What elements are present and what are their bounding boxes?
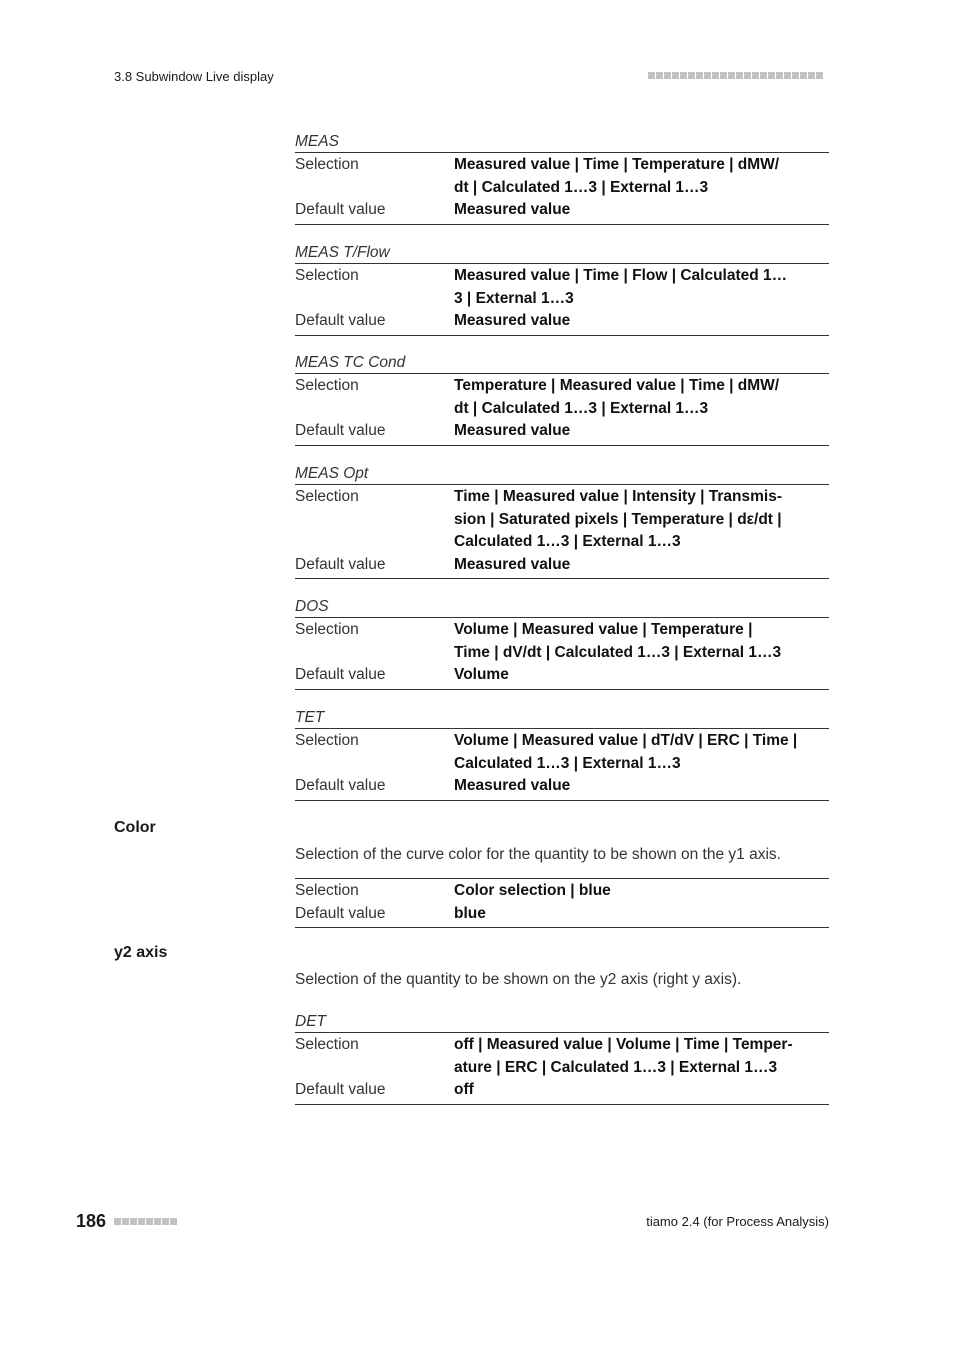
table-dos xyxy=(295,596,829,690)
default-value: Measured value xyxy=(454,777,571,794)
table-meas xyxy=(295,131,829,225)
table-meas-t-flow xyxy=(295,242,829,336)
default-value: Measured value xyxy=(454,555,571,573)
selection-value: Time | Measured value | Intensity | Transmis- sion | Saturated pixels | Temperature | dε/dt | Calculated 1…3 | External 1…3 xyxy=(454,488,783,550)
section-title-y2-axis: y2 axis xyxy=(114,944,168,961)
selection-label: Selection xyxy=(295,732,359,749)
table-meas-tc-cond xyxy=(295,352,829,446)
table-title: MEAS TC Cond xyxy=(295,352,829,374)
color-description: Selection of the curve color for the quantity to be shown on the y1 axis. xyxy=(295,846,781,863)
selection-value: off | Measured value | Volume | Time | Temper- ature | ERC | Calculated 1…3 | External 1…3 xyxy=(454,1036,793,1076)
running-header: 3.8 Subwindow Live display xyxy=(114,69,274,84)
table-title: MEAS T/Flow xyxy=(295,242,829,264)
table-color xyxy=(295,878,829,928)
selection-label: Selection xyxy=(295,1036,359,1053)
y2-description: Selection of the quantity to be shown on the y2 axis (right y axis). xyxy=(295,971,742,988)
selection-label: Selection xyxy=(295,267,359,284)
selection-label: Selection xyxy=(295,156,359,173)
selection-value: Measured value | Time | Flow | Calculated 1… 3 | External 1…3 xyxy=(454,267,788,307)
table-title: MEAS xyxy=(295,131,829,153)
table-title: MEAS Opt xyxy=(295,463,829,485)
selection-value: Volume | Measured value | Temperature | Time | dV/dt | Calculated 1…3 | External 1…3 xyxy=(454,621,782,661)
table-title: DET xyxy=(295,1011,829,1033)
default-label: Default value xyxy=(295,666,386,683)
default-value: off xyxy=(454,1081,474,1098)
selection-label: Selection xyxy=(295,621,359,638)
selection-value: Temperature | Measured value | Time | dMW/ dt | Calculated 1…3 | External 1…3 xyxy=(454,377,780,417)
section-title-color: Color xyxy=(114,819,156,836)
header-decoration xyxy=(648,72,829,80)
default-label: Default value xyxy=(295,777,386,794)
default-label: Default value xyxy=(295,1081,386,1098)
default-value: Measured value xyxy=(454,312,571,329)
selection-label: Selection xyxy=(295,882,359,899)
default-label: Default value xyxy=(295,904,386,922)
table-title: TET xyxy=(295,707,829,729)
table-tet xyxy=(295,707,829,801)
selection-value: Volume | Measured value | dT/dV | ERC | Time | Calculated 1…3 | External 1…3 xyxy=(454,732,798,772)
table-meas-opt xyxy=(295,463,829,579)
default-value: Measured value xyxy=(454,201,571,218)
page-number: 186 xyxy=(76,1211,107,1231)
selection-value: Measured value | Time | Temperature | dMW/ dt | Calculated 1…3 | External 1…3 xyxy=(454,156,780,196)
default-label: Default value xyxy=(295,422,386,439)
product-name: tiamo 2.4 (for Process Analysis) xyxy=(646,1214,829,1229)
default-value: Measured value xyxy=(454,422,571,439)
selection-label: Selection xyxy=(295,377,359,394)
default-value: blue xyxy=(454,904,486,922)
default-label: Default value xyxy=(295,201,386,218)
footer-decoration xyxy=(114,1218,182,1226)
selection-value: Color selection | blue xyxy=(454,882,611,899)
table-det xyxy=(295,1011,829,1105)
default-label: Default value xyxy=(295,312,386,329)
table-title: DOS xyxy=(295,596,829,618)
selection-label: Selection xyxy=(295,488,359,505)
default-value: Volume xyxy=(454,666,509,683)
default-label: Default value xyxy=(295,555,386,573)
